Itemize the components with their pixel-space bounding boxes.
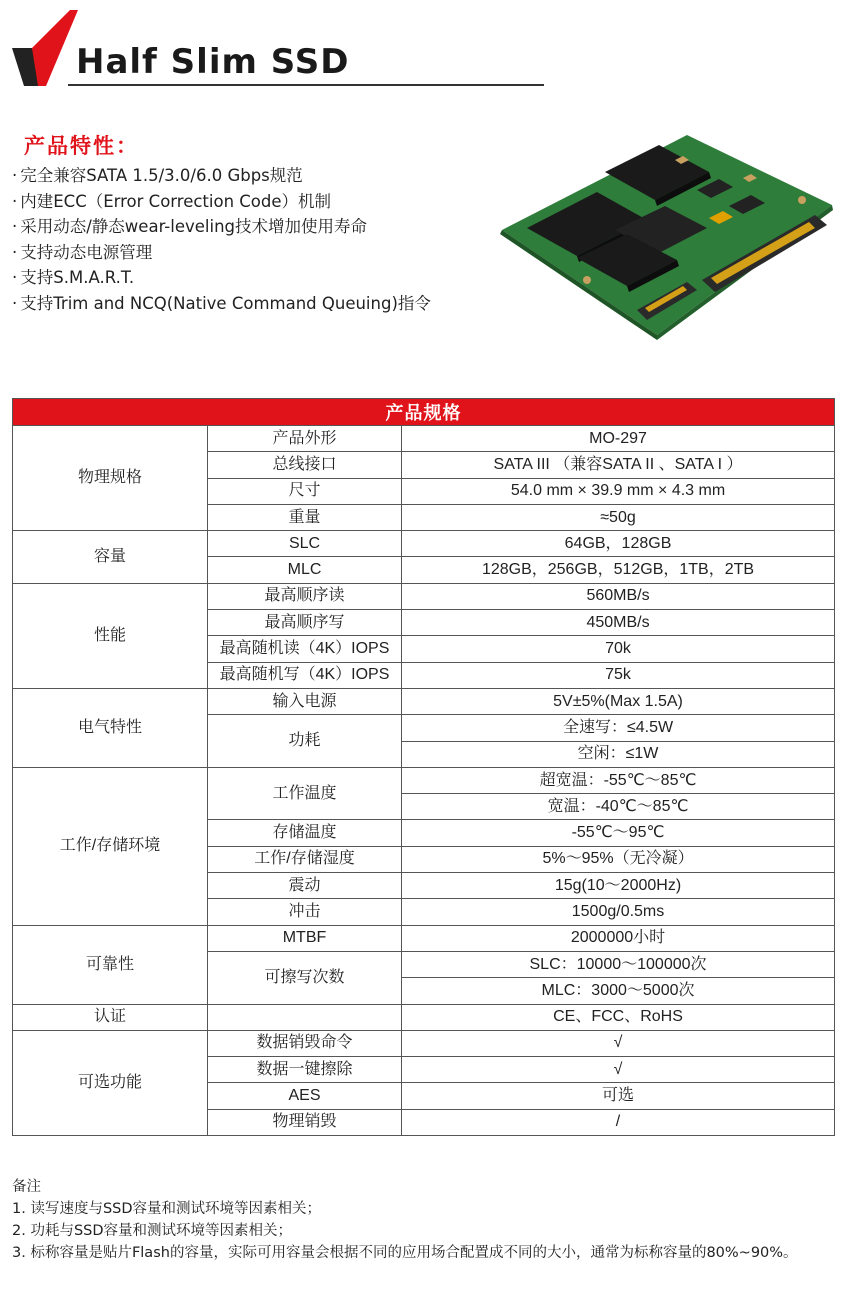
spec-item: 最高顺序写 xyxy=(208,610,402,636)
spec-value: MLC：3000～5000次 xyxy=(402,978,835,1004)
features-heading: 产品特性： xyxy=(24,134,139,158)
spec-value: MO-297 xyxy=(402,426,835,452)
spec-item: 最高随机写（4K）IOPS xyxy=(208,662,402,688)
spec-item: 最高随机读（4K）IOPS xyxy=(208,636,402,662)
spec-value: 64GB，128GB xyxy=(402,531,835,557)
spec-item: 工作温度 xyxy=(208,767,402,820)
notes-heading: 备注 xyxy=(12,1179,41,1195)
spec-category: 物理规格 xyxy=(13,426,208,531)
spec-value: 1500g/0.5ms xyxy=(402,899,835,925)
spec-table-title: 产品规格 xyxy=(13,399,835,426)
spec-category: 工作/存储环境 xyxy=(13,767,208,925)
spec-value: 空闲：≤1W xyxy=(402,741,835,767)
spec-item: 尺寸 xyxy=(208,478,402,504)
spec-value: SATA III （兼容SATA II 、SATA I ） xyxy=(402,452,835,478)
spec-item: 产品外形 xyxy=(208,426,402,452)
spec-item: 冲击 xyxy=(208,899,402,925)
spec-item: 功耗 xyxy=(208,715,402,768)
spec-value: ≈50g xyxy=(402,504,835,530)
table-row xyxy=(13,1030,835,1056)
spec-value: 5V±5%(Max 1.5A) xyxy=(402,688,835,714)
note-item: 3. 标称容量是贴片Flash的容量，实际可用容量会根据不同的应用场合配置成不同的大小，通常为标称容量的80%~90%。 xyxy=(12,1245,798,1261)
table-row xyxy=(13,426,835,452)
note-item: 1. 读写速度与SSD容量和测试环境等因素相关； xyxy=(12,1201,322,1217)
feature-item: · 完全兼容SATA 1.5/3.0/6.0 Gbps规范 xyxy=(12,163,431,189)
spec-value: CE、FCC、RoHS xyxy=(402,1004,835,1030)
spec-item: 数据一键擦除 xyxy=(208,1057,402,1083)
spec-item xyxy=(208,1004,402,1030)
spec-item: 可擦写次数 xyxy=(208,951,402,1004)
table-row xyxy=(13,531,835,557)
table-row xyxy=(13,925,835,951)
spec-item: 存储温度 xyxy=(208,820,402,846)
spec-value: √ xyxy=(402,1030,835,1056)
spec-category: 电气特性 xyxy=(13,688,208,767)
spec-category: 容量 xyxy=(13,531,208,584)
feature-item: · 支持S.M.A.R.T. xyxy=(12,265,431,291)
table-row xyxy=(13,583,835,609)
spec-item: MLC xyxy=(208,557,402,583)
spec-category: 认证 xyxy=(13,1004,208,1030)
ssd-board-image xyxy=(497,130,837,340)
spec-category: 可靠性 xyxy=(13,925,208,1004)
spec-value: 2000000小时 xyxy=(402,925,835,951)
spec-value: 450MB/s xyxy=(402,610,835,636)
spec-value: / xyxy=(402,1109,835,1135)
notes-section xyxy=(12,1176,838,1264)
spec-value: 超宽温：-55℃～85℃ xyxy=(402,767,835,793)
v-checkmark-logo-icon xyxy=(10,8,82,88)
spec-value: 54.0 mm × 39.9 mm × 4.3 mm xyxy=(402,478,835,504)
spec-value: 可选 xyxy=(402,1083,835,1109)
spec-value: -55℃～95℃ xyxy=(402,820,835,846)
spec-value: 5%～95%（无冷凝） xyxy=(402,846,835,872)
spec-value: 全速写：≤4.5W xyxy=(402,715,835,741)
spec-item: 工作/存储湿度 xyxy=(208,846,402,872)
spec-item: 物理销毁 xyxy=(208,1109,402,1135)
page-title: Half Slim SSD xyxy=(76,42,350,82)
feature-item: · 内建ECC（Error Correction Code）机制 xyxy=(12,189,431,215)
spec-table-header-row xyxy=(13,399,835,426)
spec-value: 70k xyxy=(402,636,835,662)
table-row xyxy=(13,1004,835,1030)
spec-category: 可选功能 xyxy=(13,1030,208,1135)
spec-item: 最高顺序读 xyxy=(208,583,402,609)
spec-value: 560MB/s xyxy=(402,583,835,609)
spec-item: 震动 xyxy=(208,873,402,899)
table-row xyxy=(13,767,835,793)
feature-item: · 支持动态电源管理 xyxy=(12,240,431,266)
spec-value: SLC：10000～100000次 xyxy=(402,951,835,977)
title-underline xyxy=(68,84,544,86)
spec-item: MTBF xyxy=(208,925,402,951)
features-list xyxy=(12,163,431,316)
spec-value: √ xyxy=(402,1057,835,1083)
spec-value: 宽温：-40℃～85℃ xyxy=(402,794,835,820)
table-row xyxy=(13,688,835,714)
spec-value: 128GB，256GB，512GB，1TB，2TB xyxy=(402,557,835,583)
note-item: 2. 功耗与SSD容量和测试环境等因素相关； xyxy=(12,1223,293,1239)
spec-item: 总线接口 xyxy=(208,452,402,478)
spec-item: SLC xyxy=(208,531,402,557)
feature-item: · 采用动态/静态wear-leveling技术增加使用寿命 xyxy=(12,214,431,240)
spec-item: 输入电源 xyxy=(208,688,402,714)
spec-value: 75k xyxy=(402,662,835,688)
feature-item: · 支持Trim and NCQ(Native Command Queuing)指令 xyxy=(12,291,431,317)
spec-value: 15g(10～2000Hz) xyxy=(402,873,835,899)
spec-item: AES xyxy=(208,1083,402,1109)
spec-table xyxy=(12,398,835,1136)
spec-item: 数据销毁命令 xyxy=(208,1030,402,1056)
spec-category: 性能 xyxy=(13,583,208,688)
spec-item: 重量 xyxy=(208,504,402,530)
